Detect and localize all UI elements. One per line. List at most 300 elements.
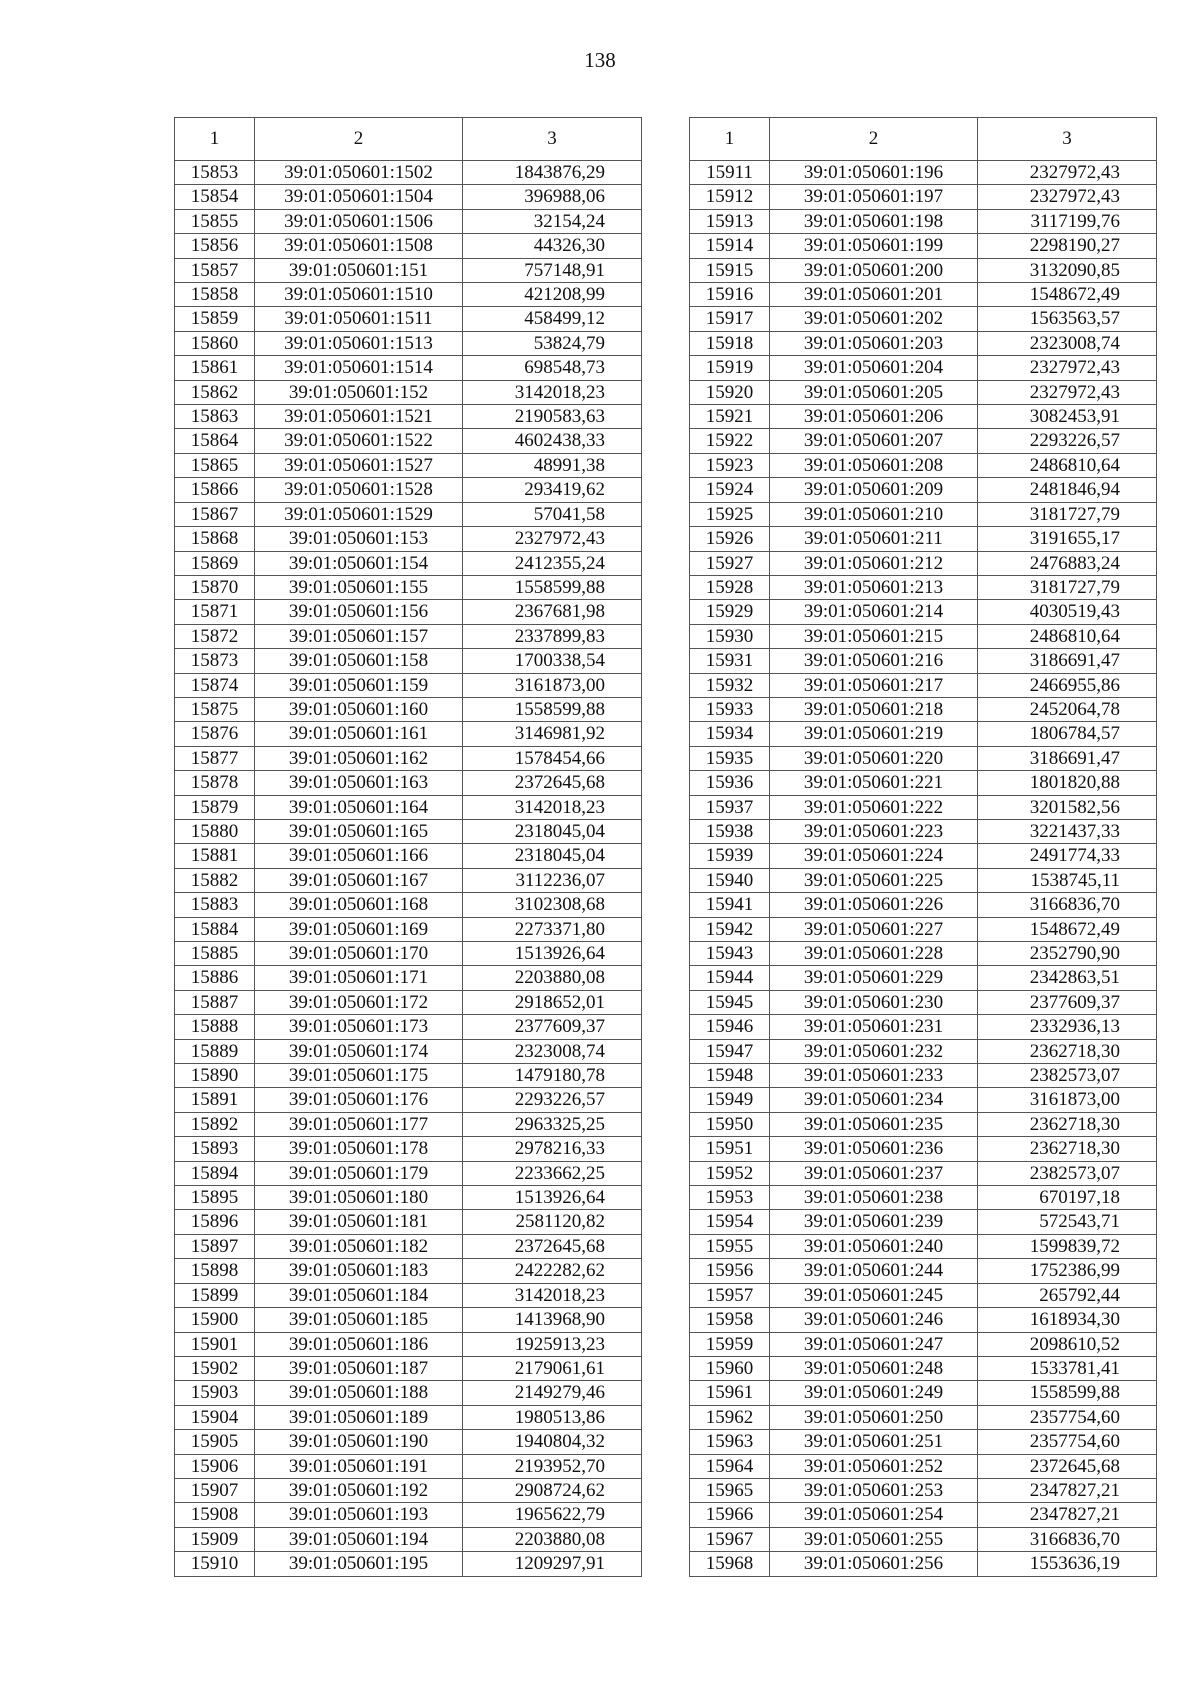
table-row <box>175 1332 642 1356</box>
value-cell: 2372645,68 <box>463 771 642 795</box>
row-number-cell: 15959 <box>690 1332 770 1356</box>
row-number-cell: 15863 <box>175 405 255 429</box>
table-row <box>175 1454 642 1478</box>
cadastral-table-left <box>174 117 642 1577</box>
value-cell: 48991,38 <box>463 453 642 477</box>
value-cell: 2203880,08 <box>463 1527 642 1551</box>
row-number-cell: 15926 <box>690 527 770 551</box>
table-row <box>175 868 642 892</box>
value-cell: 2273371,80 <box>463 917 642 941</box>
table-row <box>690 1234 1157 1258</box>
row-number-cell: 15894 <box>175 1161 255 1185</box>
value-cell: 757148,91 <box>463 258 642 282</box>
cadastral-number-cell: 39:01:050601:237 <box>770 1161 978 1185</box>
row-number-cell: 15878 <box>175 771 255 795</box>
table-row <box>690 209 1157 233</box>
value-cell: 2372645,68 <box>463 1234 642 1258</box>
cadastral-number-cell: 39:01:050601:209 <box>770 478 978 502</box>
row-number-cell: 15951 <box>690 1137 770 1161</box>
table-row <box>175 1259 642 1283</box>
table-row <box>690 868 1157 892</box>
value-cell: 53824,79 <box>463 331 642 355</box>
value-cell: 3112236,07 <box>463 868 642 892</box>
value-cell: 265792,44 <box>978 1283 1157 1307</box>
value-cell: 2193952,70 <box>463 1454 642 1478</box>
table-row <box>175 356 642 380</box>
table-row <box>175 1137 642 1161</box>
cadastral-number-cell: 39:01:050601:190 <box>255 1430 463 1454</box>
table-row <box>690 990 1157 1014</box>
row-number-cell: 15919 <box>690 356 770 380</box>
table-row <box>175 502 642 526</box>
value-cell: 1558599,88 <box>463 697 642 721</box>
row-number-cell: 15968 <box>690 1552 770 1576</box>
value-cell: 2362718,30 <box>978 1137 1157 1161</box>
value-cell: 1980513,86 <box>463 1405 642 1429</box>
value-cell: 1558599,88 <box>978 1381 1157 1405</box>
table-row <box>175 1552 642 1576</box>
value-cell: 2293226,57 <box>978 429 1157 453</box>
row-number-cell: 15859 <box>175 307 255 331</box>
value-cell: 2347827,21 <box>978 1503 1157 1527</box>
row-number-cell: 15908 <box>175 1503 255 1527</box>
row-number-cell: 15903 <box>175 1381 255 1405</box>
cadastral-number-cell: 39:01:050601:179 <box>255 1161 463 1185</box>
cadastral-number-cell: 39:01:050601:189 <box>255 1405 463 1429</box>
row-number-cell: 15944 <box>690 966 770 990</box>
row-number-cell: 15931 <box>690 649 770 673</box>
row-number-cell: 15891 <box>175 1088 255 1112</box>
value-cell: 1553636,19 <box>978 1552 1157 1576</box>
value-cell: 3181727,79 <box>978 575 1157 599</box>
value-cell: 1533781,41 <box>978 1356 1157 1380</box>
value-cell: 2318045,04 <box>463 819 642 843</box>
cadastral-number-cell: 39:01:050601:187 <box>255 1356 463 1380</box>
cadastral-number-cell: 39:01:050601:256 <box>770 1552 978 1576</box>
table-row <box>175 1039 642 1063</box>
cadastral-number-cell: 39:01:050601:1527 <box>255 453 463 477</box>
row-number-cell: 15937 <box>690 795 770 819</box>
cadastral-number-cell: 39:01:050601:162 <box>255 746 463 770</box>
cadastral-number-cell: 39:01:050601:152 <box>255 380 463 404</box>
value-cell: 2298190,27 <box>978 234 1157 258</box>
table-row <box>175 1112 642 1136</box>
row-number-cell: 15854 <box>175 185 255 209</box>
value-cell: 2332936,13 <box>978 1015 1157 1039</box>
value-cell: 2377609,37 <box>978 990 1157 1014</box>
cadastral-number-cell: 39:01:050601:228 <box>770 942 978 966</box>
cadastral-number-cell: 39:01:050601:155 <box>255 575 463 599</box>
row-number-cell: 15874 <box>175 673 255 697</box>
cadastral-number-cell: 39:01:050601:184 <box>255 1283 463 1307</box>
value-cell: 3117199,76 <box>978 209 1157 233</box>
row-number-cell: 15939 <box>690 844 770 868</box>
cadastral-number-cell: 39:01:050601:229 <box>770 966 978 990</box>
value-cell: 1801820,88 <box>978 771 1157 795</box>
row-number-cell: 15915 <box>690 258 770 282</box>
page-number: 138 <box>584 48 616 72</box>
value-cell: 2233662,25 <box>463 1161 642 1185</box>
value-cell: 2357754,60 <box>978 1405 1157 1429</box>
table-row <box>690 307 1157 331</box>
row-number-cell: 15946 <box>690 1015 770 1039</box>
value-cell: 2581120,82 <box>463 1210 642 1234</box>
row-number-cell: 15898 <box>175 1259 255 1283</box>
value-cell: 1700338,54 <box>463 649 642 673</box>
table-row <box>690 380 1157 404</box>
row-number-cell: 15935 <box>690 746 770 770</box>
table-row <box>175 161 642 185</box>
cadastral-number-cell: 39:01:050601:223 <box>770 819 978 843</box>
table-row <box>690 1039 1157 1063</box>
table-row <box>175 283 642 307</box>
value-cell: 2486810,64 <box>978 624 1157 648</box>
cadastral-number-cell: 39:01:050601:255 <box>770 1527 978 1551</box>
table-row <box>690 1356 1157 1380</box>
table-row <box>175 1356 642 1380</box>
value-cell: 3201582,56 <box>978 795 1157 819</box>
table-row <box>690 429 1157 453</box>
cadastral-table-right <box>689 117 1157 1577</box>
cadastral-number-cell: 39:01:050601:1504 <box>255 185 463 209</box>
row-number-cell: 15860 <box>175 331 255 355</box>
value-cell: 2382573,07 <box>978 1161 1157 1185</box>
table-body <box>690 161 1157 1577</box>
row-number-cell: 15961 <box>690 1381 770 1405</box>
value-cell: 2323008,74 <box>978 331 1157 355</box>
cadastral-number-cell: 39:01:050601:211 <box>770 527 978 551</box>
table-row <box>175 380 642 404</box>
cadastral-number-cell: 39:01:050601:230 <box>770 990 978 1014</box>
cadastral-number-cell: 39:01:050601:171 <box>255 966 463 990</box>
value-cell: 1752386,99 <box>978 1259 1157 1283</box>
cadastral-number-cell: 39:01:050601:224 <box>770 844 978 868</box>
row-number-cell: 15936 <box>690 771 770 795</box>
value-cell: 1209297,91 <box>463 1552 642 1576</box>
cadastral-number-cell: 39:01:050601:207 <box>770 429 978 453</box>
cadastral-number-cell: 39:01:050601:1528 <box>255 478 463 502</box>
cadastral-number-cell: 39:01:050601:169 <box>255 917 463 941</box>
value-cell: 2347827,21 <box>978 1478 1157 1502</box>
cadastral-number-cell: 39:01:050601:216 <box>770 649 978 673</box>
value-cell: 2342863,51 <box>978 966 1157 990</box>
row-number-cell: 15962 <box>690 1405 770 1429</box>
cadastral-number-cell: 39:01:050601:244 <box>770 1259 978 1283</box>
row-number-cell: 15927 <box>690 551 770 575</box>
row-number-cell: 15882 <box>175 868 255 892</box>
row-number-cell: 15857 <box>175 258 255 282</box>
table-row <box>175 405 642 429</box>
table-row <box>690 161 1157 185</box>
cadastral-number-cell: 39:01:050601:175 <box>255 1064 463 1088</box>
table-row <box>175 893 642 917</box>
cadastral-number-cell: 39:01:050601:231 <box>770 1015 978 1039</box>
table-row <box>175 819 642 843</box>
cadastral-number-cell: 39:01:050601:158 <box>255 649 463 673</box>
value-cell: 2098610,52 <box>978 1332 1157 1356</box>
cadastral-number-cell: 39:01:050601:248 <box>770 1356 978 1380</box>
cadastral-number-cell: 39:01:050601:234 <box>770 1088 978 1112</box>
cadastral-number-cell: 39:01:050601:1522 <box>255 429 463 453</box>
table-row <box>175 990 642 1014</box>
cadastral-number-cell: 39:01:050601:254 <box>770 1503 978 1527</box>
cadastral-number-cell: 39:01:050601:213 <box>770 575 978 599</box>
table-row <box>690 1503 1157 1527</box>
cadastral-number-cell: 39:01:050601:157 <box>255 624 463 648</box>
row-number-cell: 15909 <box>175 1527 255 1551</box>
value-cell: 32154,24 <box>463 209 642 233</box>
row-number-cell: 15872 <box>175 624 255 648</box>
row-number-cell: 15925 <box>690 502 770 526</box>
cadastral-number-cell: 39:01:050601:227 <box>770 917 978 941</box>
row-number-cell: 15906 <box>175 1454 255 1478</box>
value-cell: 1806784,57 <box>978 722 1157 746</box>
cadastral-number-cell: 39:01:050601:226 <box>770 893 978 917</box>
cadastral-number-cell: 39:01:050601:239 <box>770 1210 978 1234</box>
value-cell: 2412355,24 <box>463 551 642 575</box>
table-row <box>690 1064 1157 1088</box>
row-number-cell: 15871 <box>175 600 255 624</box>
table-row <box>175 258 642 282</box>
table-row <box>175 551 642 575</box>
table-row <box>690 624 1157 648</box>
table-row <box>690 405 1157 429</box>
table-row <box>175 1503 642 1527</box>
row-number-cell: 15862 <box>175 380 255 404</box>
value-cell: 2327972,43 <box>463 527 642 551</box>
cadastral-number-cell: 39:01:050601:204 <box>770 356 978 380</box>
table-row <box>690 1552 1157 1576</box>
value-cell: 2323008,74 <box>463 1039 642 1063</box>
value-cell: 2486810,64 <box>978 453 1157 477</box>
row-number-cell: 15870 <box>175 575 255 599</box>
row-number-cell: 15918 <box>690 331 770 355</box>
row-number-cell: 15950 <box>690 1112 770 1136</box>
cadastral-number-cell: 39:01:050601:214 <box>770 600 978 624</box>
table-row <box>690 1527 1157 1551</box>
table-row <box>175 453 642 477</box>
table-row <box>175 1478 642 1502</box>
value-cell: 2481846,94 <box>978 478 1157 502</box>
table-row <box>690 527 1157 551</box>
row-number-cell: 15876 <box>175 722 255 746</box>
cadastral-number-cell: 39:01:050601:1529 <box>255 502 463 526</box>
row-number-cell: 15858 <box>175 283 255 307</box>
table-row <box>175 429 642 453</box>
cadastral-number-cell: 39:01:050601:238 <box>770 1186 978 1210</box>
header-row <box>690 118 1157 161</box>
table-row <box>175 185 642 209</box>
table-row <box>175 600 642 624</box>
table-row <box>690 917 1157 941</box>
cadastral-number-cell: 39:01:050601:202 <box>770 307 978 331</box>
value-cell: 3142018,23 <box>463 1283 642 1307</box>
row-number-cell: 15947 <box>690 1039 770 1063</box>
cadastral-number-cell: 39:01:050601:196 <box>770 161 978 185</box>
table-row <box>690 575 1157 599</box>
value-cell: 421208,99 <box>463 283 642 307</box>
table-row <box>175 478 642 502</box>
table-row <box>175 1210 642 1234</box>
value-cell: 3166836,70 <box>978 893 1157 917</box>
column-header: 3 <box>978 118 1157 161</box>
cadastral-number-cell: 39:01:050601:251 <box>770 1430 978 1454</box>
row-number-cell: 15907 <box>175 1478 255 1502</box>
row-number-cell: 15924 <box>690 478 770 502</box>
table-row <box>175 795 642 819</box>
value-cell: 3132090,85 <box>978 258 1157 282</box>
row-number-cell: 15864 <box>175 429 255 453</box>
table-row <box>175 527 642 551</box>
value-cell: 3186691,47 <box>978 649 1157 673</box>
table-row <box>690 234 1157 258</box>
cadastral-number-cell: 39:01:050601:180 <box>255 1186 463 1210</box>
table-row <box>690 1283 1157 1307</box>
table-row <box>690 966 1157 990</box>
cadastral-number-cell: 39:01:050601:183 <box>255 1259 463 1283</box>
table-row <box>690 453 1157 477</box>
value-cell: 2963325,25 <box>463 1112 642 1136</box>
row-number-cell: 15881 <box>175 844 255 868</box>
row-number-cell: 15921 <box>690 405 770 429</box>
row-number-cell: 15958 <box>690 1308 770 1332</box>
table-row <box>175 1405 642 1429</box>
row-number-cell: 15900 <box>175 1308 255 1332</box>
value-cell: 3102308,68 <box>463 893 642 917</box>
row-number-cell: 15938 <box>690 819 770 843</box>
cadastral-number-cell: 39:01:050601:1506 <box>255 209 463 233</box>
value-cell: 293419,62 <box>463 478 642 502</box>
table-row <box>690 1332 1157 1356</box>
cadastral-number-cell: 39:01:050601:235 <box>770 1112 978 1136</box>
cadastral-number-cell: 39:01:050601:1511 <box>255 307 463 331</box>
table-row <box>175 673 642 697</box>
row-number-cell: 15933 <box>690 697 770 721</box>
value-cell: 3191655,17 <box>978 527 1157 551</box>
value-cell: 2452064,78 <box>978 697 1157 721</box>
table-row <box>175 966 642 990</box>
column-header: 1 <box>690 118 770 161</box>
value-cell: 1513926,64 <box>463 1186 642 1210</box>
column-header: 2 <box>770 118 978 161</box>
value-cell: 1548672,49 <box>978 917 1157 941</box>
table-row <box>690 942 1157 966</box>
row-number-cell: 15866 <box>175 478 255 502</box>
cadastral-number-cell: 39:01:050601:206 <box>770 405 978 429</box>
value-cell: 396988,06 <box>463 185 642 209</box>
row-number-cell: 15901 <box>175 1332 255 1356</box>
value-cell: 2327972,43 <box>978 185 1157 209</box>
cadastral-number-cell: 39:01:050601:151 <box>255 258 463 282</box>
table-row <box>175 1088 642 1112</box>
value-cell: 2491774,33 <box>978 844 1157 868</box>
value-cell: 2327972,43 <box>978 356 1157 380</box>
value-cell: 1538745,11 <box>978 868 1157 892</box>
cadastral-number-cell: 39:01:050601:195 <box>255 1552 463 1576</box>
table-row <box>690 551 1157 575</box>
cadastral-number-cell: 39:01:050601:182 <box>255 1234 463 1258</box>
row-number-cell: 15940 <box>690 868 770 892</box>
cadastral-number-cell: 39:01:050601:154 <box>255 551 463 575</box>
cadastral-number-cell: 39:01:050601:178 <box>255 1137 463 1161</box>
table-row <box>175 1430 642 1454</box>
row-number-cell: 15965 <box>690 1478 770 1502</box>
table-row <box>690 1088 1157 1112</box>
value-cell: 2318045,04 <box>463 844 642 868</box>
cadastral-number-cell: 39:01:050601:181 <box>255 1210 463 1234</box>
table-row <box>690 819 1157 843</box>
cadastral-number-cell: 39:01:050601:198 <box>770 209 978 233</box>
value-cell: 2382573,07 <box>978 1064 1157 1088</box>
table-row <box>690 478 1157 502</box>
row-number-cell: 15883 <box>175 893 255 917</box>
cadastral-number-cell: 39:01:050601:160 <box>255 697 463 721</box>
table-row <box>175 624 642 648</box>
cadastral-number-cell: 39:01:050601:221 <box>770 771 978 795</box>
value-cell: 2327972,43 <box>978 380 1157 404</box>
cadastral-number-cell: 39:01:050601:165 <box>255 819 463 843</box>
cadastral-number-cell: 39:01:050601:203 <box>770 331 978 355</box>
table-row <box>690 697 1157 721</box>
row-number-cell: 15964 <box>690 1454 770 1478</box>
cadastral-number-cell: 39:01:050601:208 <box>770 453 978 477</box>
table-row <box>175 209 642 233</box>
row-number-cell: 15930 <box>690 624 770 648</box>
table-row <box>175 771 642 795</box>
value-cell: 1940804,32 <box>463 1430 642 1454</box>
table-row <box>690 1405 1157 1429</box>
cadastral-number-cell: 39:01:050601:233 <box>770 1064 978 1088</box>
row-number-cell: 15966 <box>690 1503 770 1527</box>
cadastral-number-cell: 39:01:050601:193 <box>255 1503 463 1527</box>
row-number-cell: 15923 <box>690 453 770 477</box>
value-cell: 2293226,57 <box>463 1088 642 1112</box>
value-cell: 3186691,47 <box>978 746 1157 770</box>
row-number-cell: 15899 <box>175 1283 255 1307</box>
row-number-cell: 15934 <box>690 722 770 746</box>
row-number-cell: 15880 <box>175 819 255 843</box>
row-number-cell: 15911 <box>690 161 770 185</box>
row-number-cell: 15960 <box>690 1356 770 1380</box>
table-row <box>690 1210 1157 1234</box>
cadastral-number-cell: 39:01:050601:173 <box>255 1015 463 1039</box>
cadastral-number-cell: 39:01:050601:172 <box>255 990 463 1014</box>
row-number-cell: 15856 <box>175 234 255 258</box>
cadastral-number-cell: 39:01:050601:1508 <box>255 234 463 258</box>
table-row <box>175 331 642 355</box>
header-row <box>175 118 642 161</box>
row-number-cell: 15967 <box>690 1527 770 1551</box>
row-number-cell: 15885 <box>175 942 255 966</box>
row-number-cell: 15943 <box>690 942 770 966</box>
row-number-cell: 15879 <box>175 795 255 819</box>
table-row <box>690 258 1157 282</box>
cadastral-number-cell: 39:01:050601:188 <box>255 1381 463 1405</box>
table-row <box>690 1454 1157 1478</box>
table-row <box>175 307 642 331</box>
table-row <box>690 600 1157 624</box>
cadastral-number-cell: 39:01:050601:174 <box>255 1039 463 1063</box>
value-cell: 3161873,00 <box>463 673 642 697</box>
row-number-cell: 15895 <box>175 1186 255 1210</box>
cadastral-number-cell: 39:01:050601:1502 <box>255 161 463 185</box>
cadastral-number-cell: 39:01:050601:166 <box>255 844 463 868</box>
value-cell: 1599839,72 <box>978 1234 1157 1258</box>
value-cell: 1843876,29 <box>463 161 642 185</box>
cadastral-number-cell: 39:01:050601:177 <box>255 1112 463 1136</box>
cadastral-number-cell: 39:01:050601:176 <box>255 1088 463 1112</box>
cadastral-number-cell: 39:01:050601:215 <box>770 624 978 648</box>
